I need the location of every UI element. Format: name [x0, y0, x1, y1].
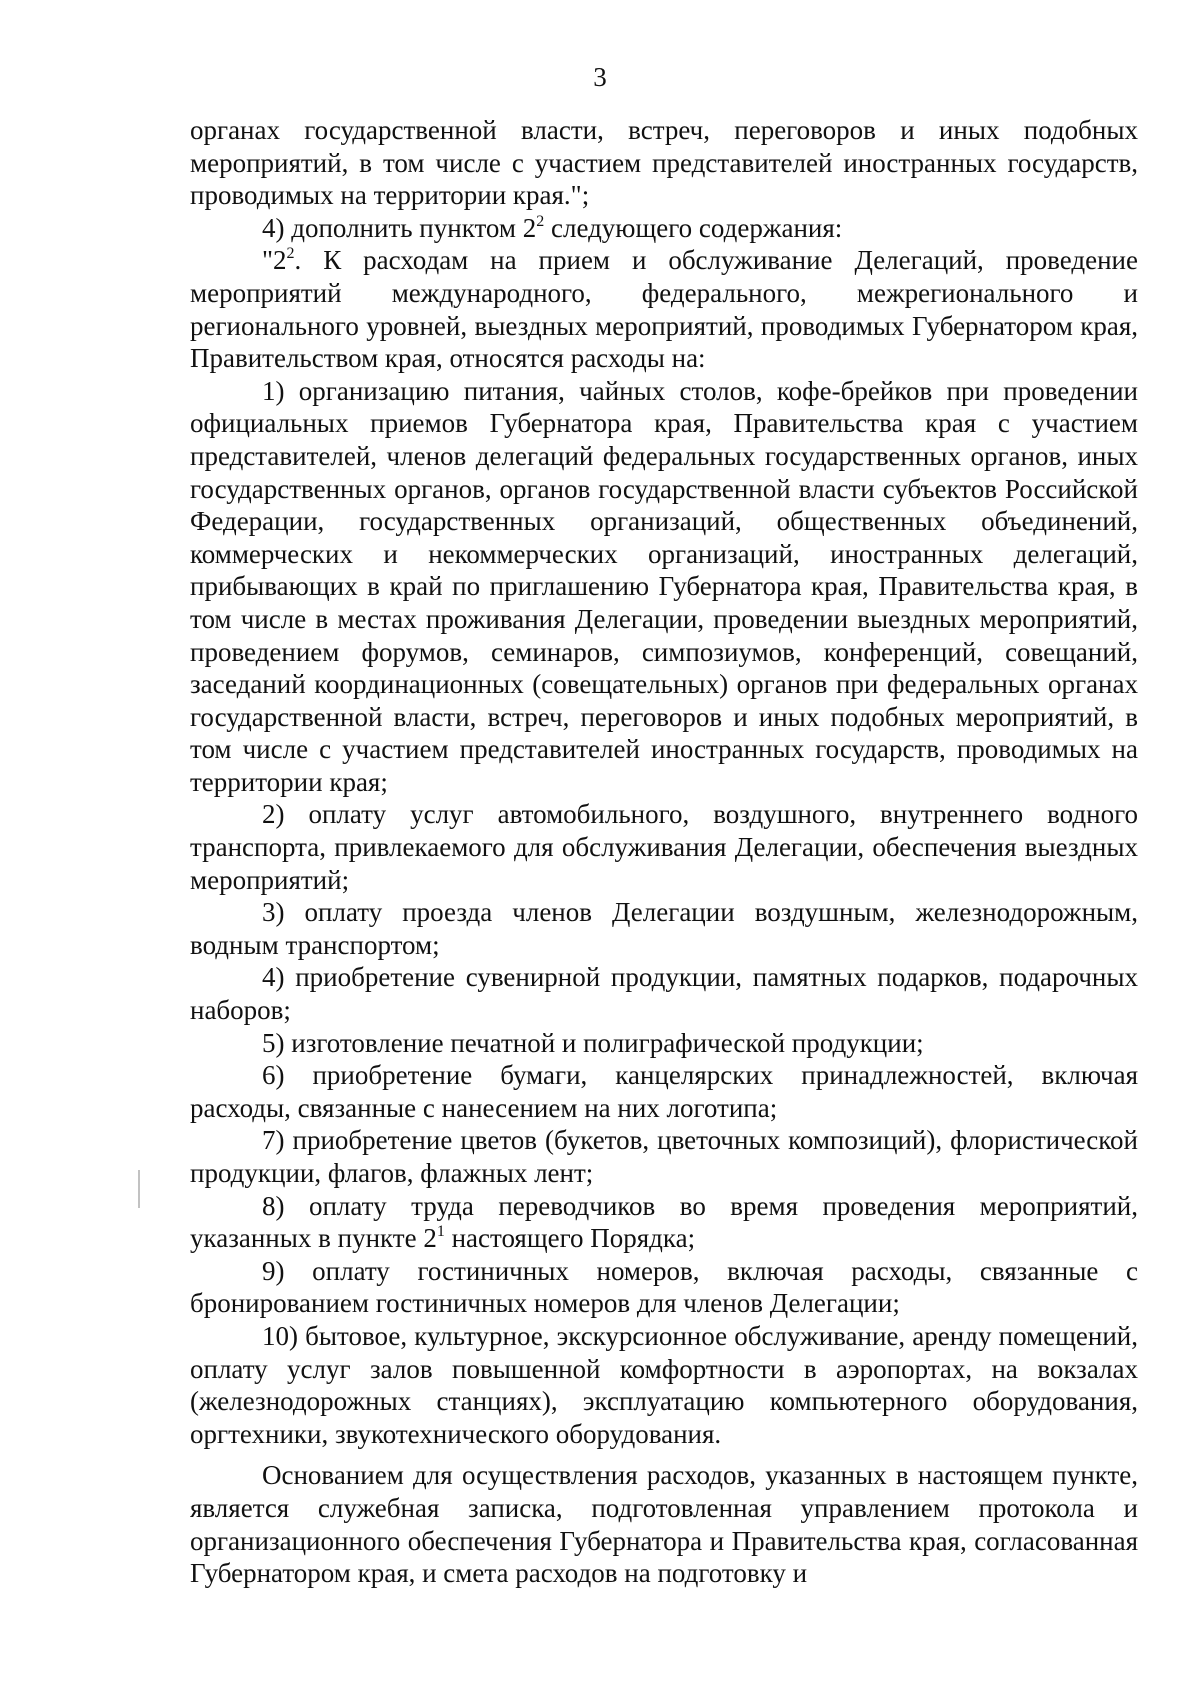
list-item-3: 3) оплату проезда членов Делегации воздушным, железнодорожным, водным транспортом;: [190, 897, 1138, 960]
document-body: [190, 114, 1138, 1590]
list-item-7: 7) приобретение цветов (букетов, цветочных композиций), флористической продукции, флагов, флажных лент;: [190, 1125, 1138, 1188]
text-run: 8) оплату труда переводчиков во время проведения мероприятий, указанных в пункте 2: [190, 1190, 1138, 1254]
superscript: 1: [436, 1223, 445, 1241]
list-item-1: 1) организацию питания, чайных столов, кофе-брейков при проведении официальных приемов Губернатора края, Правительства края с участием представителей, членов делегаций федеральных государственных органов, иных государственных органов, органов государственной власти субъектов Российской Федерации, государственных организаций, общественных объединений, коммерческих и некоммерческих организаций, иностранных делегаций, прибывающих в край по приглашению Губернатора края, Правительства края, в том числе в местах проживания Делегации, проведении выездных мероприятий, проведением форумов, семинаров, симпозиумов, конференций, совещаний, заседаний координационных (совещательных) органов при федеральных органах государственной власти, встреч, переговоров и иных подобных мероприятий, в том числе с участием представителей иностранных государств, проводимых на территории края;: [190, 375, 1138, 797]
text-run: "2: [262, 245, 287, 276]
list-item-9: 9) оплату гостиничных номеров, включая расходы, связанные с бронированием гостиничных номеров для членов Делегации;: [190, 1255, 1138, 1319]
scan-artifact: [138, 1170, 140, 1208]
superscript: 2: [536, 212, 545, 230]
list-item-2: 2) оплату услуг автомобильного, воздушного, внутреннего водного транспорта, привлекаемого для обслуживания Делегации, обеспечения выездных мероприятий;: [190, 799, 1138, 895]
text-run: настоящего Порядка;: [444, 1223, 696, 1254]
paragraph-clause-2-2: [190, 244, 1138, 374]
list-item-10: 10) бытовое, культурное, экскурсионное обслуживание, аренду помещений, оплату услуг залов повышенной комфортности в аэропортах, на вокзалах (железнодорожных станциях), эксплуатацию компьютерного оборудования, оргтехники, звукотехнического оборудования.: [190, 1320, 1138, 1449]
superscript: 2: [286, 245, 295, 263]
list-item-4: 4) приобретение сувенирной продукции, памятных подарков, подарочных наборов;: [190, 962, 1138, 1026]
paragraph-item-4: [190, 212, 1138, 245]
paragraph-continuation: органах государственной власти, встреч, переговоров и иных подобных мероприятий, в том числе с участием представителей иностранных государств, проводимых на территории края.";: [190, 115, 1138, 211]
text-run: . К расходам на прием и обслуживание Делегаций, проведение мероприятий международного, федерального, межрегионального и регионального уровней, выездных мероприятий, проводимых Губернатором края, Правительством края, относятся расходы на:: [190, 245, 1138, 374]
list-item-8: [190, 1190, 1138, 1255]
text-run: 4) дополнить пунктом 2: [262, 212, 537, 243]
text-run: следующего содержания:: [544, 212, 843, 243]
list-item-5: 5) изготовление печатной и полиграфической продукции;: [262, 1027, 924, 1058]
list-item-6: 6) приобретение бумаги, канцелярских принадлежностей, включая расходы, связанные с нанесением на них логотипа;: [190, 1060, 1138, 1123]
paragraph-basis: Основанием для осуществления расходов, указанных в настоящем пункте, является служебная записка, подготовленная управлением протокола и организационного обеспечения Губернатора и Правительства края, согласованная Губернатором края, и смета расходов на подготовку и: [190, 1460, 1138, 1589]
page-number: 3: [593, 62, 607, 92]
